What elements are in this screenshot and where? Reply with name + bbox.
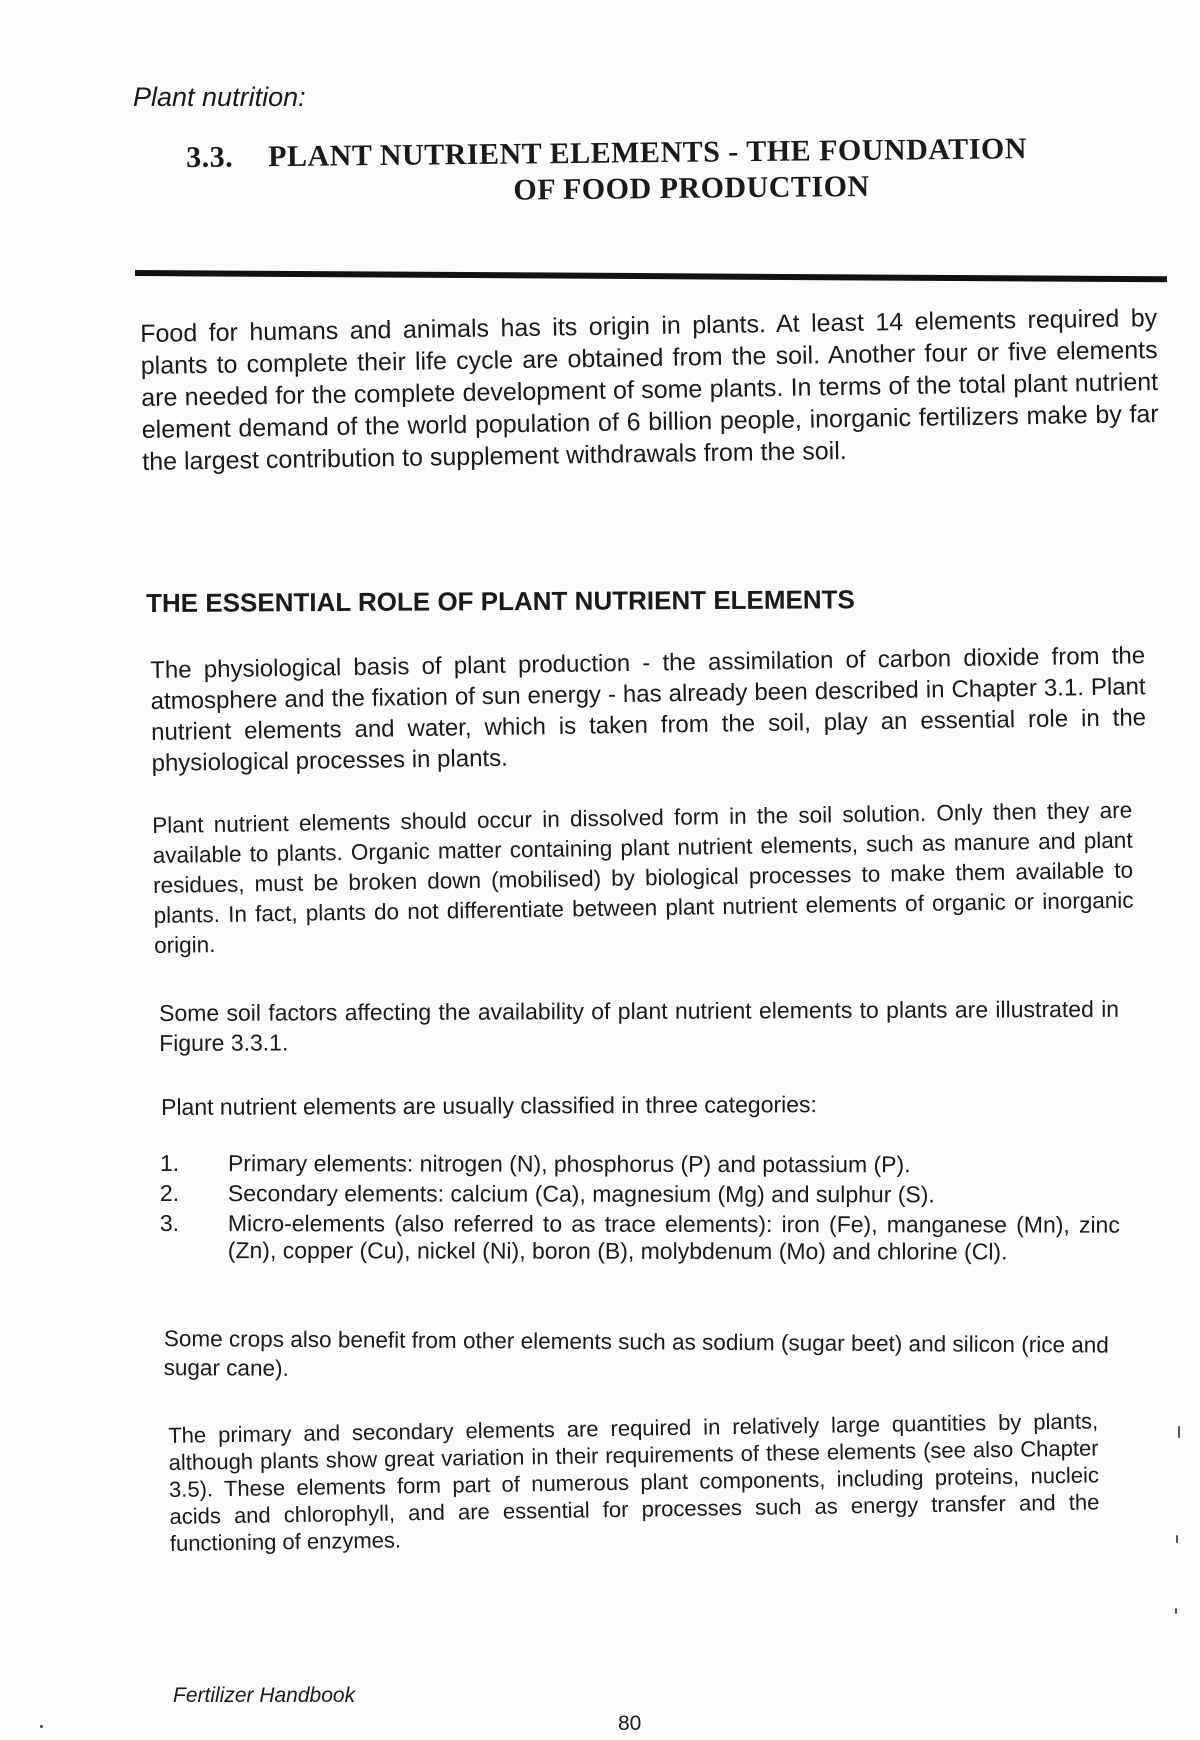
scan-speck bbox=[40, 1725, 43, 1728]
section-heading: THE ESSENTIAL ROLE OF PLANT NUTRIENT ELEMENTS bbox=[146, 584, 855, 618]
list-marker: 1. bbox=[159, 1150, 180, 1177]
intro-paragraph: Food for humans and animals has its origin in plants. At least 14 elements required by plants to complete their life cycle are obtained from the soil. Another four or five elements are needed for the complete development of some plants. In terms of the total plant nutrient element demand of the world population of 6 billion people, inorganic fertilizers make by far the largest contribution to supplement withdrawals from the soil. bbox=[140, 304, 1159, 476]
chapter-title-line1: PLANT NUTRIENT ELEMENTS - THE FOUNDATION bbox=[268, 132, 1028, 174]
scan-speck bbox=[1175, 1608, 1177, 1614]
chapter-title bbox=[186, 130, 1127, 212]
paragraph-other-elements: Some crops also benefit from other elements such as sodium (sugar beet) and silicon (rice and sugar cane). bbox=[163, 1326, 1109, 1381]
running-head: Plant nutrition: bbox=[133, 82, 306, 112]
list-marker: 3. bbox=[159, 1209, 180, 1237]
list-item-text: Primary elements: nitrogen (N), phosphorus (P) and potassium (P). bbox=[227, 1150, 911, 1178]
page-number: 80 bbox=[618, 1712, 642, 1735]
element-categories-list bbox=[160, 1150, 1120, 1266]
list-item-text: Micro-elements (also referred to as trace elements): iron (Fe), manganese (Mn), zinc (Zn), copper (Cu), nickel (Ni), boron (B), molybdenum (Mo) and chlorine (Cl). bbox=[227, 1210, 1120, 1265]
paragraph-physiological-basis: The physiological basis of plant production - the assimilation of carbon dioxide from the atmosphere and the fixation of sun energy - has already been described in Chapter 3.1. Plant nutrient elements and water, which is taken from the soil, play an essential role in the physiological processes in plants. bbox=[150, 642, 1147, 777]
scan-speck bbox=[1176, 1535, 1178, 1543]
title-divider bbox=[135, 270, 1167, 282]
list-item bbox=[160, 1210, 1120, 1266]
paragraph-categories-intro: Plant nutrient elements are usually classified in three categories: bbox=[161, 1091, 817, 1120]
list-marker: 2. bbox=[159, 1180, 180, 1207]
paragraph-dissolved-form: Plant nutrient elements should occur in dissolved form in the soil solution. Only then they are available to plants. Organic matter containing plant nutrient elements, such as manure and plant residues, must be broken down (mobilised) by biological processes to make them available to plants. In fact, plants do not differentiate between plant nutrient elements of organic or inorganic origin. bbox=[152, 797, 1134, 958]
scan-speck bbox=[1178, 1426, 1180, 1438]
chapter-title-line2: OF FOOD PRODUCTION bbox=[513, 169, 870, 207]
list-item bbox=[160, 1180, 1120, 1209]
footer-book-title: Fertilizer Handbook bbox=[173, 1684, 356, 1707]
chapter-number: 3.3. bbox=[186, 140, 234, 174]
paragraph-primary-secondary: The primary and secondary elements are required in relatively large quantities by plants, although plants show great variation in their requirements of these elements (see also Chapter 3.5). These elements form part of numerous plant components, including proteins, nucleic acids and chlorophyll, and are essential for processes such as energy transfer and the functioning of enzymes. bbox=[168, 1408, 1100, 1556]
list-item bbox=[160, 1150, 1120, 1179]
list-item-text: Secondary elements: calcium (Ca), magnesium (Mg) and sulphur (S). bbox=[227, 1180, 935, 1208]
paragraph-soil-factors: Some soil factors affecting the availability of plant nutrient elements to plants are illustrated in Figure 3.3.1. bbox=[159, 995, 1120, 1056]
